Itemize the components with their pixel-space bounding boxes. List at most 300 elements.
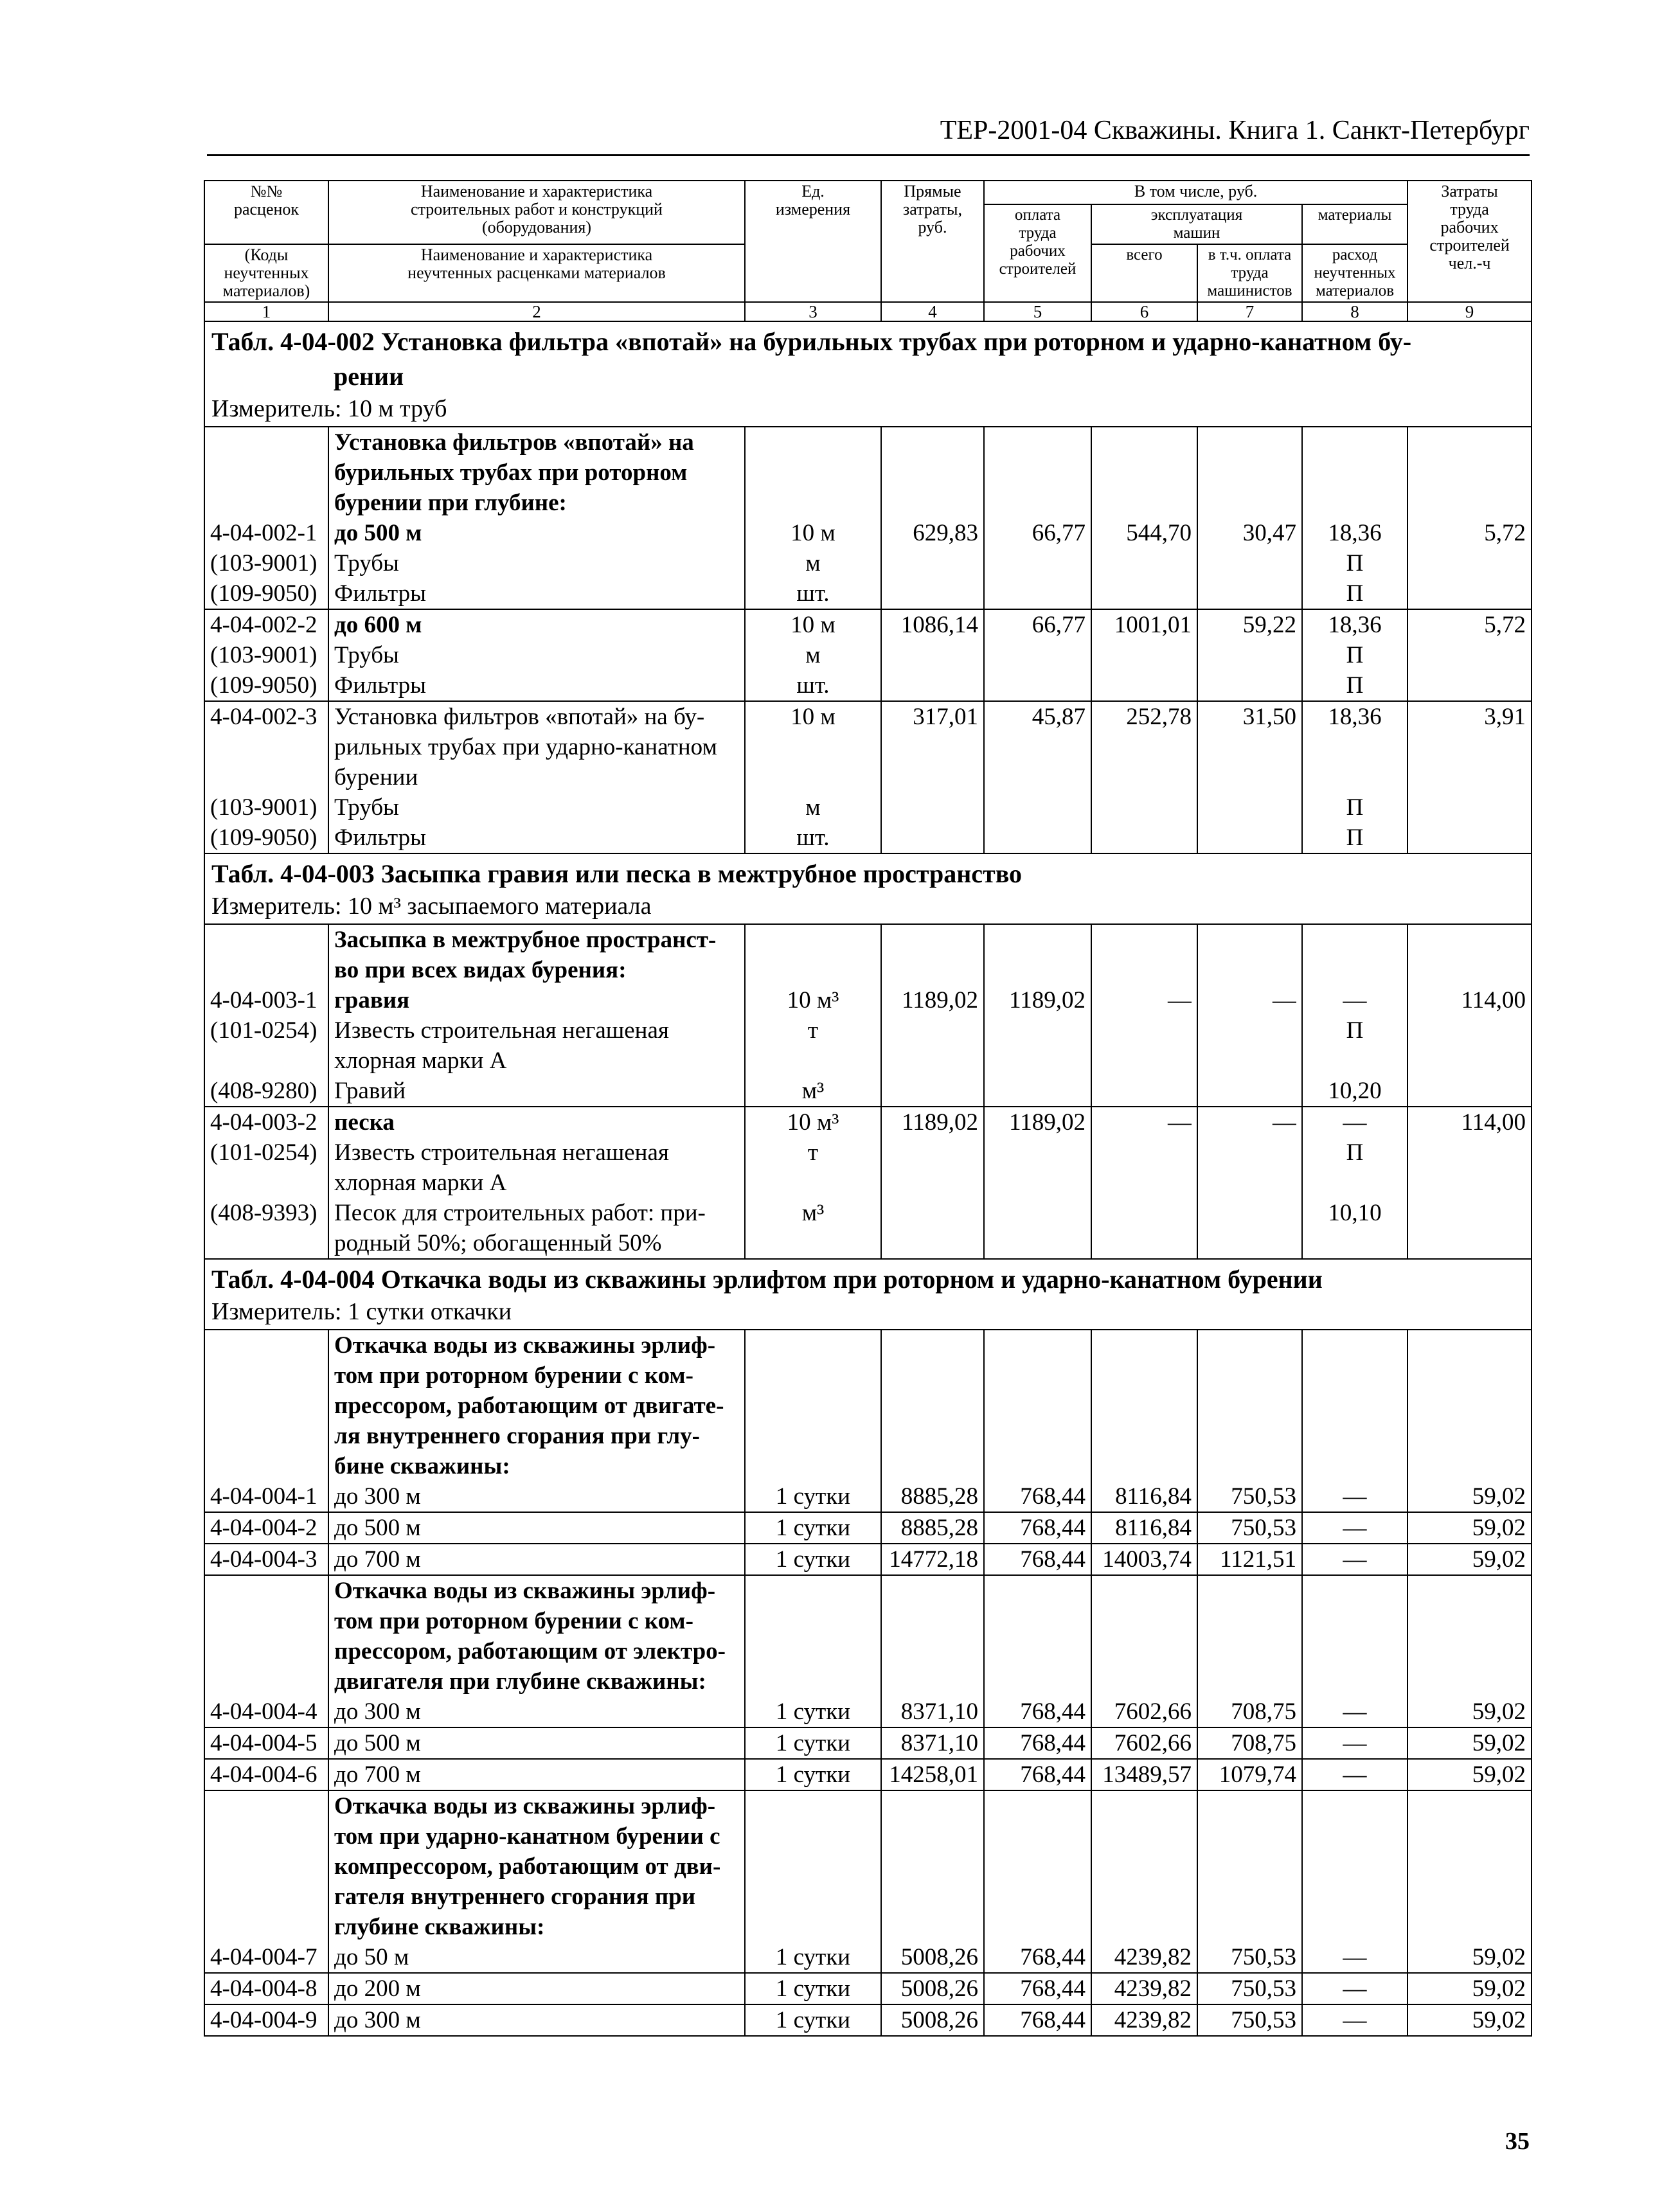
table-row (204, 1759, 1532, 1790)
machine-costs: 8116,84 (1115, 1483, 1192, 1510)
operator-pay: 30,47 (1242, 520, 1296, 546)
rate-code: (109-9050) (210, 825, 317, 851)
work-name: Трубы (334, 794, 399, 821)
table-row (204, 1790, 1532, 1973)
table-row (204, 924, 1532, 1107)
work-name: прессором, работающим от электро- (334, 1638, 726, 1664)
unit-of-measure-cell (745, 2004, 881, 2036)
machine-costs (1097, 1606, 1192, 1636)
operator-pay (1203, 1882, 1296, 1912)
materials-cell (1302, 2004, 1407, 2036)
work-name-cell (328, 1544, 745, 1575)
direct-costs (887, 1360, 978, 1391)
rate-code: 4-04-002-3 (210, 704, 317, 730)
direct-costs (887, 792, 978, 823)
header-text-line: машинистов (1207, 282, 1292, 299)
worker-pay: 768,44 (1020, 1762, 1086, 1788)
section-unit: Измеритель: 10 м³ засыпаемого материала (211, 893, 652, 920)
operator-pay (1203, 427, 1296, 458)
worker-pay-cell (984, 701, 1091, 853)
unit-of-measure-cell (745, 609, 881, 701)
operator-pay (1203, 1228, 1296, 1258)
direct-costs (887, 427, 978, 458)
direct-costs (887, 1228, 978, 1258)
machine-costs (1097, 955, 1192, 985)
header-name-top (328, 181, 745, 244)
worker-pay (990, 925, 1086, 955)
worker-pay-cell (984, 1512, 1091, 1544)
direct-costs (887, 1912, 978, 1942)
worker-pay (990, 1912, 1086, 1942)
table-row (204, 1544, 1532, 1575)
work-name: до 200 м (334, 1976, 421, 2002)
materials: — (1343, 1515, 1367, 1541)
direct-costs-cell (881, 1544, 984, 1575)
unit-of-measure (751, 1606, 875, 1636)
header-text-line: материалов) (222, 281, 310, 300)
header-machines-operators (1197, 244, 1302, 302)
rate-code: 4-04-002-2 (210, 612, 317, 638)
labor-hours-cell (1407, 1512, 1532, 1544)
rate-code (210, 1360, 323, 1391)
header-text-line: эксплуатация (1150, 206, 1243, 224)
labor-hours (1413, 1228, 1526, 1258)
rate-code (210, 762, 323, 792)
operator-pay: 750,53 (1231, 1976, 1296, 2002)
materials-cell (1302, 1575, 1407, 1727)
direct-costs: 14772,18 (889, 1546, 978, 1573)
machine-costs (1097, 925, 1192, 955)
section-header-row (204, 321, 1532, 427)
unit-of-measure: т (807, 1017, 819, 1044)
operator-pay: 1079,74 (1219, 1762, 1296, 1788)
machine-costs-cell (1091, 2004, 1197, 2036)
worker-pay (990, 1636, 1086, 1666)
page-number: 35 (1505, 2128, 1530, 2155)
header-text-line: расценок (233, 200, 299, 219)
work-name-cell (328, 1759, 745, 1790)
direct-costs (887, 1198, 978, 1228)
rate-code-cell (204, 924, 328, 1107)
machine-costs (1097, 1391, 1192, 1421)
unit-of-measure (751, 1791, 875, 1821)
labor-hours (1413, 1666, 1526, 1697)
operator-pay-cell (1197, 1544, 1302, 1575)
work-name: Известь строительная негашеная (334, 1017, 669, 1044)
unit-of-measure (751, 1451, 875, 1481)
unit-of-measure (751, 762, 875, 792)
machine-costs: 544,70 (1126, 520, 1192, 546)
materials: — (1343, 1944, 1367, 1970)
rate-code: 4-04-004-4 (210, 1699, 317, 1725)
work-name: гравия (334, 987, 410, 1013)
labor-hours-cell (1407, 2004, 1532, 2036)
section-title: Табл. 4-04-002 Установка фильтра «впотай» на бурильных трубах при роторном и ударно-канатном бу- (211, 327, 1412, 356)
worker-pay: 768,44 (1020, 1944, 1086, 1970)
labor-hours-cell (1407, 1759, 1532, 1790)
worker-pay (990, 1882, 1086, 1912)
section-title: Табл. 4-04-004 Откачка воды из скважины эрлифтом при роторном и ударно-канатном бурении (211, 1265, 1323, 1294)
header-pay (984, 204, 1091, 302)
operator-pay (1203, 1015, 1296, 1046)
direct-costs (887, 762, 978, 792)
header-text-line: в т.ч. оплата (1208, 246, 1292, 263)
machine-costs (1097, 578, 1192, 609)
machine-costs (1097, 762, 1192, 792)
header-text-line: измерения (775, 200, 851, 219)
worker-pay (990, 1015, 1086, 1046)
direct-costs (887, 1821, 978, 1851)
section-header (204, 321, 1532, 427)
direct-costs (887, 1882, 978, 1912)
labor-hours (1413, 1606, 1526, 1636)
operator-pay-cell (1197, 2004, 1302, 2036)
direct-costs-cell (881, 427, 984, 609)
column-number: 9 (1407, 302, 1532, 321)
unit-of-measure: 10 м (791, 704, 835, 730)
direct-costs-cell (881, 1727, 984, 1759)
table-row (204, 1973, 1532, 2004)
header-text-line: машин (1173, 224, 1220, 242)
header-text-line: труда (1450, 200, 1489, 219)
worker-pay: 45,87 (1032, 704, 1086, 730)
machine-costs (1097, 1330, 1192, 1360)
machine-costs (1097, 1076, 1192, 1106)
materials: — (1343, 1483, 1367, 1510)
operator-pay (1203, 1198, 1296, 1228)
operator-pay (1203, 1821, 1296, 1851)
labor-hours-cell (1407, 1575, 1532, 1727)
unit-of-measure (751, 458, 875, 488)
machine-costs (1097, 548, 1192, 578)
direct-costs (887, 1015, 978, 1046)
header-text-line: (оборудования) (481, 218, 592, 236)
header-materials: материалы (1302, 204, 1407, 244)
work-name: до 500 м (334, 1515, 421, 1541)
unit-of-measure: м (805, 794, 821, 821)
work-name: бурении при глубине: (334, 490, 567, 516)
rate-code (210, 427, 323, 458)
work-name: родный 50%; обогащенный 50% (334, 1230, 662, 1256)
unit-of-measure-cell (745, 1330, 881, 1512)
rate-code: 4-04-004-7 (210, 1944, 317, 1970)
work-name: том при роторном бурении с ком- (334, 1608, 693, 1634)
direct-costs (887, 1330, 978, 1360)
direct-costs (887, 548, 978, 578)
machine-costs: 13489,57 (1102, 1762, 1192, 1788)
header-labor (1407, 181, 1532, 302)
rate-code: (103-9001) (210, 794, 317, 821)
materials (1308, 1636, 1402, 1666)
work-name: компрессором, работающим от дви- (334, 1853, 721, 1880)
direct-costs-cell (881, 609, 984, 701)
rate-code: 4-04-003-2 (210, 1109, 317, 1136)
labor-hours (1413, 1046, 1526, 1076)
machine-costs (1097, 1360, 1192, 1391)
materials: 18,36 (1328, 704, 1382, 730)
operator-pay-cell (1197, 1575, 1302, 1727)
work-name: глубине скважины: (334, 1914, 545, 1940)
header-text-line: руб. (918, 218, 947, 236)
labor-hours (1413, 578, 1526, 609)
machine-costs (1097, 732, 1192, 762)
table-row (204, 1727, 1532, 1759)
rate-code-cell (204, 609, 328, 701)
direct-costs (887, 670, 978, 700)
unit-of-measure (751, 1360, 875, 1391)
work-name: Песок для строительных работ: при- (334, 1200, 706, 1226)
unit-of-measure (751, 1391, 875, 1421)
labor-hours (1413, 732, 1526, 762)
labor-hours: 114,00 (1461, 1109, 1526, 1136)
table-row (204, 1330, 1532, 1512)
labor-hours (1413, 1330, 1526, 1360)
column-number: 2 (328, 302, 745, 321)
unit-of-measure: шт. (796, 580, 830, 607)
unit-of-measure (751, 1666, 875, 1697)
worker-pay (990, 1606, 1086, 1636)
materials: 10,20 (1328, 1078, 1382, 1104)
section-unit: Измеритель: 10 м труб (211, 395, 447, 422)
work-name: Откачка воды из скважины эрлиф- (334, 1793, 716, 1819)
header-text-line: (Коды (244, 245, 289, 264)
machine-costs: 14003,74 (1102, 1546, 1192, 1573)
labor-hours: 59,02 (1472, 2007, 1526, 2033)
rate-code (210, 1228, 323, 1258)
materials (1308, 955, 1402, 985)
labor-hours (1413, 1015, 1526, 1046)
materials (1308, 1228, 1402, 1258)
direct-costs (887, 640, 978, 670)
materials: П (1346, 1139, 1364, 1166)
work-name-cell (328, 427, 745, 609)
labor-hours: 59,02 (1472, 1699, 1526, 1725)
unit-of-measure-cell (745, 427, 881, 609)
work-name: до 300 м (334, 1483, 421, 1510)
machine-costs (1097, 1912, 1192, 1942)
worker-pay (990, 1851, 1086, 1882)
machine-costs-cell (1091, 1759, 1197, 1790)
table-row (204, 1512, 1532, 1544)
work-name-cell (328, 1790, 745, 1973)
worker-pay (990, 1076, 1086, 1106)
unit-of-measure: 10 м (791, 520, 835, 546)
worker-pay (990, 1791, 1086, 1821)
operator-pay (1203, 1330, 1296, 1360)
header-text-line: материалов (1315, 282, 1395, 299)
machine-costs: — (1168, 1109, 1192, 1136)
rate-code (210, 1046, 323, 1076)
worker-pay-cell (984, 1544, 1091, 1575)
materials-cell (1302, 1512, 1407, 1544)
machine-costs-cell (1091, 1973, 1197, 2004)
materials: — (1343, 1730, 1367, 1756)
machine-costs (1097, 1421, 1192, 1451)
labor-hours: 114,00 (1461, 987, 1526, 1013)
worker-pay-cell (984, 1727, 1091, 1759)
work-name: бурении (334, 764, 418, 790)
labor-hours: 59,02 (1472, 1976, 1526, 2002)
labor-hours-cell (1407, 1544, 1532, 1575)
worker-pay (990, 578, 1086, 609)
rate-code: (101-0254) (210, 1017, 317, 1044)
direct-costs: 8885,28 (900, 1483, 978, 1510)
work-name: Откачка воды из скважины эрлиф- (334, 1332, 716, 1359)
work-name: до 700 м (334, 1546, 421, 1573)
rate-code (210, 1330, 323, 1360)
worker-pay (990, 1198, 1086, 1228)
column-number: 3 (745, 302, 881, 321)
column-number: 4 (881, 302, 984, 321)
machine-costs-cell (1091, 1575, 1197, 1727)
work-name-cell (328, 924, 745, 1107)
operator-pay-cell (1197, 1759, 1302, 1790)
machine-costs (1097, 1666, 1192, 1697)
operator-pay: 59,22 (1242, 612, 1296, 638)
work-name: Засыпка в межтрубное пространст- (334, 927, 717, 953)
direct-costs (887, 1666, 978, 1697)
operator-pay-cell (1197, 427, 1302, 609)
labor-hours (1413, 1421, 1526, 1451)
rate-code (210, 925, 323, 955)
work-name: Гравий (334, 1078, 406, 1104)
materials (1308, 427, 1402, 458)
rate-code: (408-9393) (210, 1200, 317, 1226)
direct-costs-cell (881, 1759, 984, 1790)
operator-pay-cell (1197, 1330, 1302, 1512)
direct-costs (887, 1391, 978, 1421)
rate-code (210, 1576, 323, 1606)
column-number: 7 (1197, 302, 1302, 321)
materials: — (1343, 2007, 1367, 2033)
operator-pay: 750,53 (1231, 2007, 1296, 2033)
rate-code-cell (204, 427, 328, 609)
worker-pay (990, 732, 1086, 762)
labor-hours: 5,72 (1484, 612, 1526, 638)
worker-pay (990, 1421, 1086, 1451)
unit-of-measure (751, 1046, 875, 1076)
rate-code (210, 1791, 323, 1821)
table-row (204, 2004, 1532, 2036)
operator-pay (1203, 548, 1296, 578)
header-rule (207, 154, 1530, 156)
direct-costs: 8371,10 (900, 1699, 978, 1725)
direct-costs: 629,83 (913, 520, 978, 546)
rate-code-cell (204, 1107, 328, 1259)
worker-pay (990, 427, 1086, 458)
operator-pay (1203, 823, 1296, 853)
rate-code-cell (204, 1759, 328, 1790)
header-direct-costs (881, 181, 984, 302)
unit-of-measure (751, 1421, 875, 1451)
unit-of-measure: 10 м (791, 612, 835, 638)
operator-pay (1203, 1168, 1296, 1198)
machine-costs (1097, 1046, 1192, 1076)
work-name: Фильтры (334, 825, 426, 851)
machine-costs (1097, 640, 1192, 670)
unit-of-measure: 1 сутки (775, 1976, 851, 2002)
materials (1308, 1851, 1402, 1882)
materials: 10,10 (1328, 1200, 1382, 1226)
worker-pay-cell (984, 1575, 1091, 1727)
worker-pay-cell (984, 924, 1091, 1107)
work-name: Фильтры (334, 580, 426, 607)
operator-pay-cell (1197, 1727, 1302, 1759)
rate-code (210, 1606, 323, 1636)
worker-pay (990, 1228, 1086, 1258)
labor-hours (1413, 762, 1526, 792)
rate-code (210, 1912, 323, 1942)
header-machines (1091, 204, 1302, 244)
worker-pay: 768,44 (1020, 2007, 1086, 2033)
operator-pay: 750,53 (1231, 1944, 1296, 1970)
materials: — (1343, 1762, 1367, 1788)
materials (1308, 762, 1402, 792)
work-name: до 300 м (334, 1699, 421, 1725)
operator-pay: 708,75 (1231, 1699, 1296, 1725)
materials (1308, 1576, 1402, 1606)
header-text-line: №№ (250, 182, 283, 201)
unit-of-measure (751, 732, 875, 762)
work-name: до 700 м (334, 1762, 421, 1788)
materials (1308, 925, 1402, 955)
operator-pay (1203, 1666, 1296, 1697)
labor-hours (1413, 1821, 1526, 1851)
labor-hours-cell (1407, 1727, 1532, 1759)
direct-costs: 14258,01 (889, 1762, 978, 1788)
operator-pay: 750,53 (1231, 1515, 1296, 1541)
header-text-line: рабочих (1010, 242, 1066, 260)
labor-hours (1413, 458, 1526, 488)
rates-table (204, 180, 1532, 2037)
operator-pay (1203, 1912, 1296, 1942)
machine-costs (1097, 1137, 1192, 1168)
table-row (204, 609, 1532, 701)
worker-pay (990, 1168, 1086, 1198)
materials (1308, 1666, 1402, 1697)
labor-hours (1413, 925, 1526, 955)
unit-of-measure-cell (745, 1790, 881, 1973)
column-number: 5 (984, 302, 1091, 321)
materials: — (1343, 1699, 1367, 1725)
header-code-bottom (204, 244, 328, 302)
table-row (204, 1575, 1532, 1727)
operator-pay (1203, 1791, 1296, 1821)
machine-costs (1097, 1882, 1192, 1912)
work-name: рильных трубах при ударно-канатном (334, 734, 717, 760)
machine-costs (1097, 670, 1192, 700)
work-name: Установка фильтров «впотай» на бу- (334, 704, 705, 730)
work-name-cell (328, 609, 745, 701)
direct-costs (887, 823, 978, 853)
operator-pay: — (1273, 1109, 1296, 1136)
unit-of-measure-cell (745, 1512, 881, 1544)
unit-of-measure-cell (745, 701, 881, 853)
unit-of-measure: 10 м³ (787, 987, 839, 1013)
labor-hours-cell (1407, 1330, 1532, 1512)
direct-costs: 1189,02 (902, 1109, 978, 1136)
machine-costs: 252,78 (1126, 704, 1192, 730)
worker-pay: 768,44 (1020, 1730, 1086, 1756)
rate-code: 4-04-004-9 (210, 2007, 317, 2033)
labor-hours: 59,02 (1472, 1730, 1526, 1756)
machine-costs-cell (1091, 701, 1197, 853)
work-name: Трубы (334, 550, 399, 576)
work-name: бурильных трубах при роторном (334, 459, 688, 486)
direct-costs: 5008,26 (900, 1944, 978, 1970)
direct-costs-cell (881, 1790, 984, 1973)
work-name: том при ударно-канатном бурении с (334, 1823, 720, 1850)
